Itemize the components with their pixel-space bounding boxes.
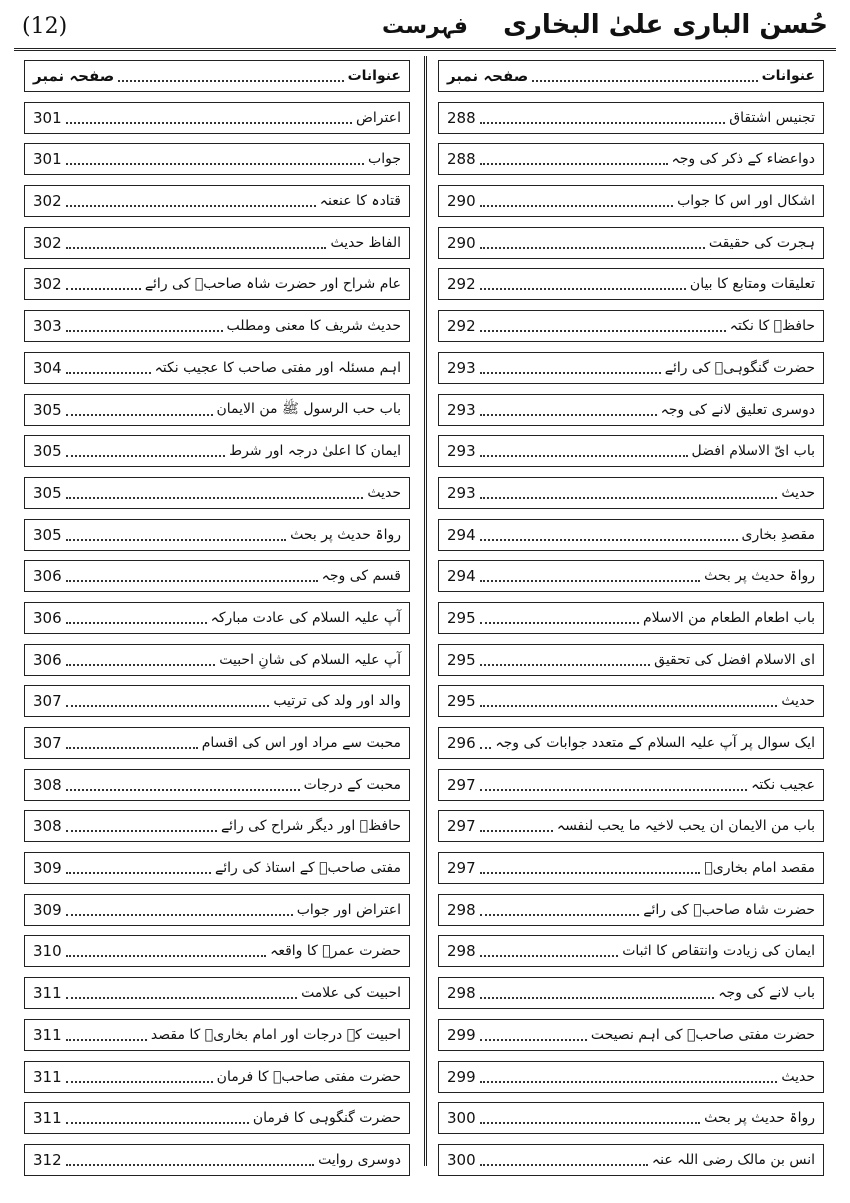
toc-entry — [438, 143, 824, 175]
entry-topic: قسم کی وجہ — [321, 568, 401, 585]
heading-page-number: صفحہ نمبر — [33, 67, 115, 85]
entry-page-number: 295 — [447, 608, 476, 627]
toc-entry — [24, 394, 410, 426]
entry-page-number: 288 — [447, 108, 476, 127]
entry-page-number: 295 — [447, 650, 476, 669]
entry-topic: اعتراض اور جواب — [296, 901, 401, 918]
entry-topic: تعلیقات ومتابع کا بیان — [689, 276, 815, 293]
entry-topic: حضرت شاہ صاحبؒ کی رائے — [643, 901, 815, 918]
toc-entry — [24, 727, 410, 759]
entry-page-number: 309 — [33, 900, 62, 919]
dot-leader — [480, 205, 673, 207]
dot-leader — [480, 122, 726, 124]
dot-leader — [66, 539, 286, 541]
dot-leader — [66, 997, 297, 999]
dot-leader — [66, 288, 141, 290]
toc-entry — [24, 352, 410, 384]
toc-entry — [438, 310, 824, 342]
entry-page-number: 290 — [447, 192, 476, 211]
dot-leader — [66, 330, 223, 332]
entry-page-number: 312 — [33, 1150, 62, 1169]
toc-entry — [24, 977, 410, 1009]
toc-entry — [24, 560, 410, 592]
entry-topic: رواۃ حدیث پر بحث — [290, 526, 401, 543]
entry-topic: حدیث شریف کا معنی ومطلب — [226, 318, 401, 335]
right-column — [438, 60, 824, 1186]
toc-entry — [24, 310, 410, 342]
dot-leader — [66, 247, 327, 249]
entry-page-number: 309 — [33, 859, 62, 878]
entry-page-number: 300 — [447, 1150, 476, 1169]
dot-leader — [66, 455, 226, 457]
entry-page-number: 311 — [33, 1025, 62, 1044]
entry-page-number: 305 — [33, 442, 62, 461]
entry-topic: ایمان کا اعلیٰ درجہ اور شرط — [229, 443, 401, 460]
dot-leader — [66, 622, 207, 624]
entry-topic: تجنیس اشتقاق — [729, 109, 815, 126]
entry-topic: حافظؒ کا نکتہ — [729, 318, 815, 335]
toc-entry — [24, 894, 410, 926]
entry-topic: عام شراح اور حضرت شاہ صاحبؒ کی رائے — [144, 276, 401, 293]
entry-topic: دواعضاء کے ذکر کی وجہ — [671, 151, 815, 168]
dot-leader — [480, 705, 778, 707]
dot-leader — [480, 622, 639, 624]
toc-entry — [24, 602, 410, 634]
entry-topic: آپ علیہ السلام کی شانِ احبیت — [219, 651, 401, 668]
dot-leader — [66, 747, 198, 749]
entry-page-number: 306 — [33, 650, 62, 669]
toc-entry — [438, 935, 824, 967]
dot-leader — [66, 789, 300, 791]
entry-page-number: 302 — [33, 275, 62, 294]
header-rule — [14, 48, 836, 51]
entry-page-number: 293 — [447, 400, 476, 419]
entry-topic: باب ایّ الاسلام افضل — [691, 443, 815, 460]
entry-topic: احبیت کی علامت — [301, 985, 401, 1002]
dot-leader — [480, 455, 688, 457]
column-divider — [424, 56, 427, 1166]
entry-topic: حضرت عمرؓ کا واقعہ — [270, 943, 401, 960]
dot-leader — [66, 955, 267, 957]
dot-leader — [480, 414, 657, 416]
dot-leader — [480, 997, 715, 999]
entry-page-number: 310 — [33, 942, 62, 961]
entry-topic: باب من الایمان ان یحب لاخیہ ما یحب لنفسہ — [556, 818, 815, 835]
entry-page-number: 290 — [447, 233, 476, 252]
entry-page-number: 293 — [447, 483, 476, 502]
toc-entry — [438, 560, 824, 592]
entry-topic: محبت سے مراد اور اس کی اقسام — [201, 735, 401, 751]
toc-entry — [438, 268, 824, 300]
column-heading — [24, 60, 410, 92]
toc-entry — [438, 1061, 824, 1093]
toc-entry — [24, 1019, 410, 1051]
toc-entry — [438, 977, 824, 1009]
toc-entry — [24, 1102, 410, 1134]
entry-page-number: 288 — [447, 150, 476, 169]
toc-entry — [24, 519, 410, 551]
toc-entry — [24, 852, 410, 884]
entry-page-number: 298 — [447, 942, 476, 961]
dot-leader — [66, 1081, 213, 1083]
toc-entry — [24, 935, 410, 967]
entry-topic: حدیث — [781, 693, 815, 710]
dot-leader — [480, 664, 651, 666]
toc-entry — [438, 727, 824, 759]
entry-page-number: 308 — [33, 817, 62, 836]
toc-entry — [438, 185, 824, 217]
entry-page-number: 297 — [447, 775, 476, 794]
entry-page-number: 303 — [33, 317, 62, 336]
dot-leader — [480, 580, 700, 582]
dot-leader — [66, 1122, 249, 1124]
entry-page-number: 304 — [33, 358, 62, 377]
toc-entry — [438, 685, 824, 717]
entry-page-number: 293 — [447, 358, 476, 377]
toc-entry — [438, 519, 824, 551]
entry-page-number: 301 — [33, 150, 62, 169]
entry-topic: اہم مسئلہ اور مفتی صاحب کا عجیب نکتہ — [154, 359, 401, 376]
dot-leader — [532, 80, 757, 82]
entry-page-number: 293 — [447, 442, 476, 461]
heading-page-number: صفحہ نمبر — [447, 67, 529, 85]
dot-leader — [480, 830, 553, 832]
dot-leader — [66, 122, 352, 124]
entry-topic: ایک سوال پر آپ علیہ السلام کے متعدد جوابات کی وجہ — [495, 735, 815, 751]
dot-leader — [66, 1164, 314, 1166]
entry-page-number: 292 — [447, 275, 476, 294]
entry-page-number: 308 — [33, 775, 62, 794]
toc-entry — [438, 1019, 824, 1051]
dot-leader — [480, 914, 640, 916]
dot-leader — [66, 414, 213, 416]
dot-leader — [480, 247, 705, 249]
entry-page-number: 302 — [33, 192, 62, 211]
dot-leader — [480, 539, 738, 541]
entry-topic: دوسری روایت — [318, 1151, 401, 1168]
entry-topic: باب لانے کی وجہ — [718, 985, 815, 1002]
entry-page-number: 294 — [447, 567, 476, 586]
dot-leader — [66, 163, 364, 165]
entry-topic: مفتی صاحبؒ کے استاذ کی رائے — [215, 860, 401, 877]
entry-page-number: 297 — [447, 817, 476, 836]
entry-page-number: 307 — [33, 734, 62, 752]
dot-leader — [66, 497, 364, 499]
dot-leader — [480, 497, 778, 499]
toc-entry — [24, 769, 410, 801]
entry-page-number: 306 — [33, 608, 62, 627]
page-header — [0, 0, 850, 52]
entry-page-number: 298 — [447, 984, 476, 1003]
toc-entry — [24, 435, 410, 467]
dot-leader — [66, 830, 217, 832]
dot-leader — [480, 747, 492, 749]
entry-topic: اعتراض — [355, 109, 401, 126]
left-column — [24, 60, 410, 1186]
entry-page-number: 297 — [447, 859, 476, 878]
entry-page-number: 292 — [447, 317, 476, 336]
toc-entry — [438, 1144, 824, 1176]
dot-leader — [480, 1081, 778, 1083]
dot-leader — [66, 705, 270, 707]
entry-topic: ہجرت کی حقیقت — [708, 234, 815, 251]
entry-page-number: 311 — [33, 1109, 62, 1128]
entry-topic: الفاظ حدیث — [330, 234, 401, 251]
dot-leader — [480, 789, 747, 791]
toc-entry — [24, 143, 410, 175]
entry-page-number: 306 — [33, 567, 62, 586]
page-number: (12) — [22, 14, 68, 39]
entry-page-number: 305 — [33, 483, 62, 502]
entry-page-number: 295 — [447, 692, 476, 711]
dot-leader — [480, 1164, 648, 1166]
entry-topic: حضرت گنگوہیؒ کی رائے — [664, 359, 815, 376]
toc-entry — [24, 185, 410, 217]
toc-entry — [24, 644, 410, 676]
toc-entry — [438, 810, 824, 842]
entry-page-number: 305 — [33, 525, 62, 544]
dot-leader — [480, 330, 726, 332]
entry-page-number: 311 — [33, 1067, 62, 1086]
toc-entry — [24, 268, 410, 300]
entry-topic: آپ علیہ السلام کی عادت مبارکہ — [210, 609, 401, 626]
entry-page-number: 311 — [33, 984, 62, 1003]
entry-topic: حدیث — [367, 484, 401, 501]
entry-topic: دوسری تعلیق لانے کی وجہ — [660, 401, 815, 418]
toc-entry — [24, 1144, 410, 1176]
toc-entry — [438, 477, 824, 509]
toc-entry — [438, 852, 824, 884]
heading-topics: عنوانات — [761, 68, 815, 84]
entry-topic: جواب — [368, 151, 401, 168]
entry-topic: والد اور ولد کی ترتیب — [273, 693, 401, 710]
toc-entry — [438, 769, 824, 801]
dot-leader — [118, 80, 343, 82]
toc-entry — [24, 227, 410, 259]
entry-page-number: 296 — [447, 734, 476, 752]
toc-entry — [438, 644, 824, 676]
entry-page-number: 302 — [33, 233, 62, 252]
toc-entry — [438, 435, 824, 467]
entry-topic: حدیث — [781, 1068, 815, 1085]
entry-page-number: 307 — [33, 692, 62, 711]
entry-page-number: 301 — [33, 108, 62, 127]
entry-topic: ای الاسلام افضل کی تحقیق — [654, 651, 815, 668]
toc-entry — [438, 227, 824, 259]
entry-topic: مقصد امام بخاریؒ — [704, 860, 815, 877]
toc-entry — [438, 102, 824, 134]
entry-topic: رواۃ حدیث پر بحث — [704, 1110, 815, 1127]
dot-leader — [480, 288, 686, 290]
toc-entry — [438, 602, 824, 634]
contents-title: فہرست — [382, 14, 468, 39]
entry-page-number: 294 — [447, 525, 476, 544]
dot-leader — [480, 1039, 587, 1041]
book-title: حُسن الباری علیٰ البخاری — [503, 10, 828, 40]
entry-topic: اشکال اور اس کا جواب — [677, 193, 815, 210]
entry-topic: باب اطعام الطعام من الاسلام — [643, 609, 815, 626]
dot-leader — [480, 372, 661, 374]
entry-topic: حضرت مفتی صاحبؒ کا فرمان — [216, 1068, 401, 1085]
toc-entry — [24, 810, 410, 842]
dot-leader — [480, 1122, 700, 1124]
entry-topic: حافظؒ اور دیگر شراح کی رائے — [220, 818, 401, 835]
entry-page-number: 305 — [33, 400, 62, 419]
toc-entry — [438, 352, 824, 384]
entry-topic: حضرت گنگوہی کا فرمان — [252, 1110, 401, 1127]
dot-leader — [480, 872, 701, 874]
dot-leader — [66, 872, 211, 874]
toc-entry — [438, 394, 824, 426]
dot-leader — [66, 914, 293, 916]
toc-entry — [24, 102, 410, 134]
entry-page-number: 300 — [447, 1109, 476, 1128]
heading-topics: عنوانات — [347, 68, 401, 84]
entry-topic: عجیب نکتہ — [751, 776, 815, 793]
toc-entry — [24, 685, 410, 717]
dot-leader — [480, 163, 668, 165]
entry-topic: حضرت مفتی صاحبؒ کی اہم نصیحت — [590, 1026, 815, 1043]
column-heading — [438, 60, 824, 92]
entry-topic: احبیت کے درجات اور امام بخاریؒ کا مقصد — [150, 1026, 401, 1043]
entry-topic: رواۃ حدیث پر بحث — [704, 568, 815, 585]
entry-page-number: 299 — [447, 1025, 476, 1044]
toc-entry — [24, 1061, 410, 1093]
entry-topic: محبت کے درجات — [303, 776, 401, 793]
toc-entry — [438, 1102, 824, 1134]
dot-leader — [66, 1039, 147, 1041]
entry-topic: مقصدِ بخاری — [741, 526, 815, 543]
entry-page-number: 299 — [447, 1067, 476, 1086]
toc-entry — [438, 894, 824, 926]
toc-entry — [24, 477, 410, 509]
dot-leader — [480, 955, 619, 957]
dot-leader — [66, 372, 151, 374]
entry-topic: حدیث — [781, 484, 815, 501]
dot-leader — [66, 580, 318, 582]
entry-topic: قتادہ کا عنعنہ — [319, 193, 401, 210]
entry-topic: انس بن مالک رضی اللہ عنہ — [651, 1151, 815, 1168]
dot-leader — [66, 205, 316, 207]
entry-topic: ایمان کی زیادت وانتقاص کا اثبات — [622, 943, 815, 960]
entry-page-number: 298 — [447, 900, 476, 919]
dot-leader — [66, 664, 216, 666]
entry-topic: باب حب الرسول ﷺ من الایمان — [216, 400, 401, 417]
